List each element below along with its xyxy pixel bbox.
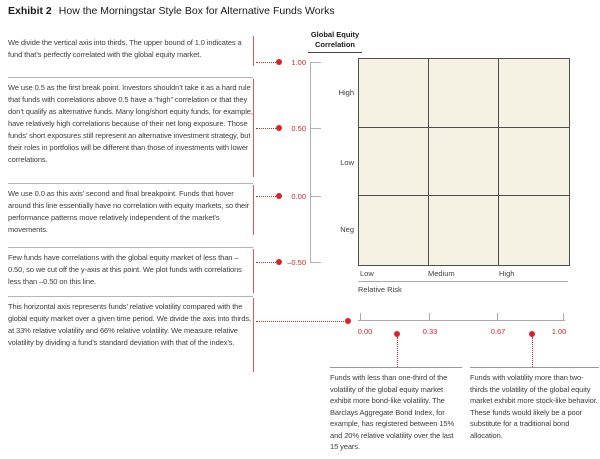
annotation-text: We use 0.5 as the first break point. Investors shouldn’t take it as a hard rule that funds with correlations above 0.5 have a “high” correlation or that they don’t qualify as alternative funds. Many long/short equity funds, for example, have relatively high correlations because of their net long exposure. Those funds’ short exposures still represent an alternative investment strategy, but their roles in portfolios will be different than those of investments with lower correlations. — [8, 83, 253, 164]
dotted-drop-line — [397, 337, 398, 367]
dotted-connector-line — [256, 196, 276, 197]
exhibit-title — [8, 5, 335, 17]
col-label-high: High — [499, 269, 515, 278]
x-axis-title: Relative Risk — [358, 285, 402, 294]
y-axis-title — [300, 30, 370, 50]
footnote-text: Funds with less than one-third of the volatility of the global equity market exhibit more bond-like volatility. The Barclays Aggregate Bond Index, for example, has registered between 15% and 20% relative volatility over the last 15 years. — [330, 373, 455, 451]
annotation-horizontal-axis — [8, 296, 253, 349]
y-axis-tick — [310, 262, 321, 263]
style-box-cell — [429, 128, 499, 197]
annotation-text: Few funds have correlations with the global equity market of less than –0.50, so we cut off the y-axis at this point. We plot funds with correlations less than –0.50 on this line. — [8, 253, 242, 286]
footnote-bond-like — [330, 367, 462, 453]
y-axis-tick-label: –0.50 — [287, 258, 306, 267]
col-label-low: Low — [360, 269, 374, 278]
y-axis-tick — [310, 128, 321, 129]
x-axis-rule — [358, 281, 568, 282]
annotation-red-rule — [253, 249, 254, 293]
axis-end-dot — [345, 318, 351, 324]
annotation-lower-cutoff — [8, 247, 253, 288]
row-label-high: High — [338, 88, 354, 97]
footnote-stock-like — [470, 367, 599, 441]
volatility-tick-label: 0.33 — [422, 327, 438, 336]
style-box-cell — [359, 196, 429, 265]
volatility-axis-line — [358, 320, 565, 321]
volatility-axis-tick — [497, 313, 498, 320]
style-box-cell — [499, 59, 569, 128]
connector-dot — [276, 259, 282, 265]
connector-dot — [276, 125, 282, 131]
volatility-axis-tick — [429, 313, 430, 320]
y-axis-title-underline — [308, 52, 362, 53]
volatility-tick-label: 0.67 — [490, 327, 506, 336]
style-box-cell — [429, 59, 499, 128]
col-label-medium: Medium — [428, 269, 455, 278]
y-axis-line — [310, 62, 311, 263]
style-box-cell — [359, 128, 429, 197]
dotted-connector-line — [256, 128, 276, 129]
volatility-tick-label: 1.00 — [551, 327, 567, 336]
dotted-connector-line — [256, 321, 344, 322]
volatility-axis-tick — [360, 313, 361, 320]
dotted-connector-line — [256, 262, 276, 263]
annotation-text: We use 0.0 as this axis’ second and final breakpoint. Funds that hover around this line essentially have no correlation with equity markets, so their performance patterns move relatively independent of the market’s movements. — [8, 189, 250, 234]
style-box-grid — [358, 58, 570, 266]
exhibit-number: Exhibit 2 — [8, 5, 52, 17]
footnote-text: Funds with volatility more than two-thirds the volatility of the global equity market exhibit more stock-like behavior. These funds would likely be a poor substitute for a traditional bond allocation. — [470, 373, 598, 440]
volatility-tick-label: 0.00 — [357, 327, 373, 336]
annotation-text: We divide the vertical axis into thirds. The upper bound of 1.0 indicates a fund that’s perfectly correlated with the global equity market. — [8, 38, 242, 59]
connector-dot — [276, 193, 282, 199]
y-axis-title-line1: Global Equity — [310, 30, 360, 39]
volatility-axis-tick — [563, 313, 564, 320]
style-box-cell — [429, 196, 499, 265]
dotted-drop-line — [532, 337, 533, 367]
connector-dot — [276, 59, 282, 65]
annotation-red-rule — [253, 79, 254, 177]
annotation-first-breakpoint — [8, 77, 253, 166]
style-box-cell — [499, 196, 569, 265]
style-box-cell — [359, 59, 429, 128]
y-axis-tick-label: 1.00 — [291, 58, 306, 67]
y-axis-tick-label: 0.00 — [291, 192, 306, 201]
y-axis-tick — [310, 196, 321, 197]
annotation-second-breakpoint — [8, 183, 253, 236]
exhibit-title-text: How the Morningstar Style Box for Alternative Funds Works — [58, 5, 335, 17]
y-axis-tick-label: 0.50 — [291, 124, 306, 133]
style-box-cell — [499, 128, 569, 197]
annotation-upper-bound — [8, 37, 253, 61]
dotted-connector-line — [256, 62, 276, 63]
y-axis-title-line2: Correlation — [314, 40, 355, 49]
annotation-red-rule — [253, 185, 254, 235]
row-label-low: Low — [340, 158, 354, 167]
y-axis-tick — [310, 62, 321, 63]
annotation-red-rule — [253, 36, 254, 66]
row-label-neg: Neg — [340, 225, 354, 234]
annotation-text: This horizontal axis represents funds’ relative volatility compared with the global equity market over a given time period. We divide the axis into thirds, at 33% relative volatility and 66% relative volatility. We measure relative volatility by dividing a fund’s standard deviation with that of the index’s. — [8, 302, 252, 347]
annotation-red-rule — [253, 298, 254, 372]
